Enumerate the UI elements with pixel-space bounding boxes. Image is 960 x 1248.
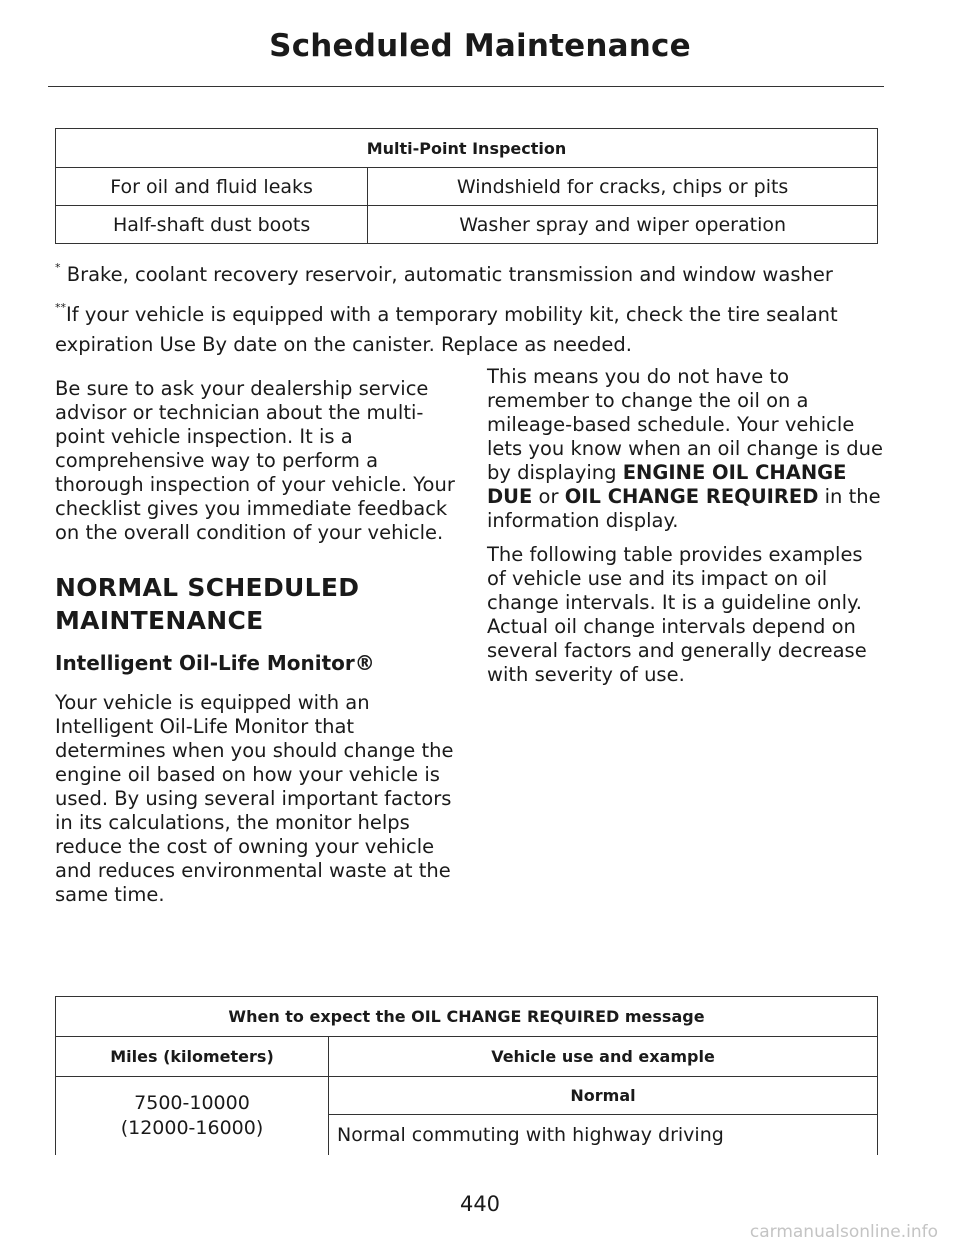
intro-paragraph: Be sure to ask your dealership service advisor or technician about the multi-point vehicle inspection. It is a comprehensive way to perform a thorough inspection of your vehicle. Your checklist gives you immediate feedback on the overall condition of your vehicle. bbox=[55, 377, 455, 544]
sub-heading: Intelligent Oil-Life Monitor® bbox=[55, 651, 375, 675]
footnote-text: Brake, coolant recovery reservoir, automatic transmission and window washer bbox=[60, 263, 833, 286]
footnote-text: If your vehicle is equipped with a temporary mobility kit, check the tire sealant expiration Use By date on the canister. Replace as needed. bbox=[55, 303, 838, 356]
footnote-1 bbox=[55, 256, 885, 287]
use-category: Normal bbox=[329, 1077, 878, 1115]
page-number: 440 bbox=[459, 1192, 501, 1216]
miles-value: 7500-10000 bbox=[134, 1092, 250, 1114]
table-cell: Half-shaft dust boots bbox=[56, 206, 368, 244]
column-header-miles: Miles (kilometers) bbox=[56, 1037, 329, 1077]
oil-table-title: When to expect the OIL CHANGE REQUIRED message bbox=[56, 997, 878, 1037]
footnote-2 bbox=[55, 293, 885, 360]
engine-oil-change-due-message: ENGINE OIL CHANGE DUE bbox=[487, 461, 847, 508]
kilometers-value: (12000-16000) bbox=[120, 1117, 264, 1139]
watermark: carmanualsonline.info bbox=[749, 1222, 938, 1242]
oil-change-paragraph bbox=[487, 365, 887, 533]
paragraph-text: or bbox=[532, 485, 565, 508]
table-intro-paragraph: The following table provides examples of vehicle use and its impact on oil change intervals. It is a guideline only. Actual oil change intervals depend on several factors and generally decrease with severity of use. bbox=[487, 543, 867, 686]
inspection-table-title: Multi-Point Inspection bbox=[56, 129, 878, 168]
table-cell: Windshield for cracks, chips or pits bbox=[368, 168, 878, 206]
oil-change-required-message: OIL CHANGE REQUIRED bbox=[564, 485, 819, 508]
table-row bbox=[56, 1077, 878, 1115]
header-divider bbox=[48, 86, 884, 87]
table-cell: Washer spray and wiper operation bbox=[368, 206, 878, 244]
column-header-vehicle-use: Vehicle use and example bbox=[329, 1037, 878, 1077]
table-row bbox=[56, 206, 878, 244]
paragraph-text: This means you do not have to remember to change the oil on a mileage-based schedule. Your vehicle lets you know when an oil change is due by displaying bbox=[487, 365, 883, 484]
inspection-table bbox=[55, 128, 878, 244]
monitor-paragraph: Your vehicle is equipped with an Intelligent Oil-Life Monitor that determines when you should change the engine oil based on how your vehicle is used. By using several important factors in its calculations, the monitor helps reduce the cost of owning your vehicle and reduces environmental waste at the same time. bbox=[55, 691, 454, 906]
table-row bbox=[56, 168, 878, 206]
paragraph-text: in the information display. bbox=[487, 485, 881, 532]
table-cell: For oil and fluid leaks bbox=[56, 168, 368, 206]
section-heading: NORMAL SCHEDULED MAINTENANCE bbox=[55, 573, 360, 635]
footnote-mark: * bbox=[55, 261, 61, 274]
oil-change-table bbox=[55, 996, 878, 1155]
footnote-mark: ** bbox=[55, 301, 66, 314]
left-column bbox=[55, 377, 455, 917]
use-example: Normal commuting with highway driving bbox=[329, 1115, 878, 1156]
right-column bbox=[487, 365, 887, 697]
page-title: Scheduled Maintenance bbox=[269, 28, 691, 64]
miles-cell bbox=[56, 1077, 329, 1156]
